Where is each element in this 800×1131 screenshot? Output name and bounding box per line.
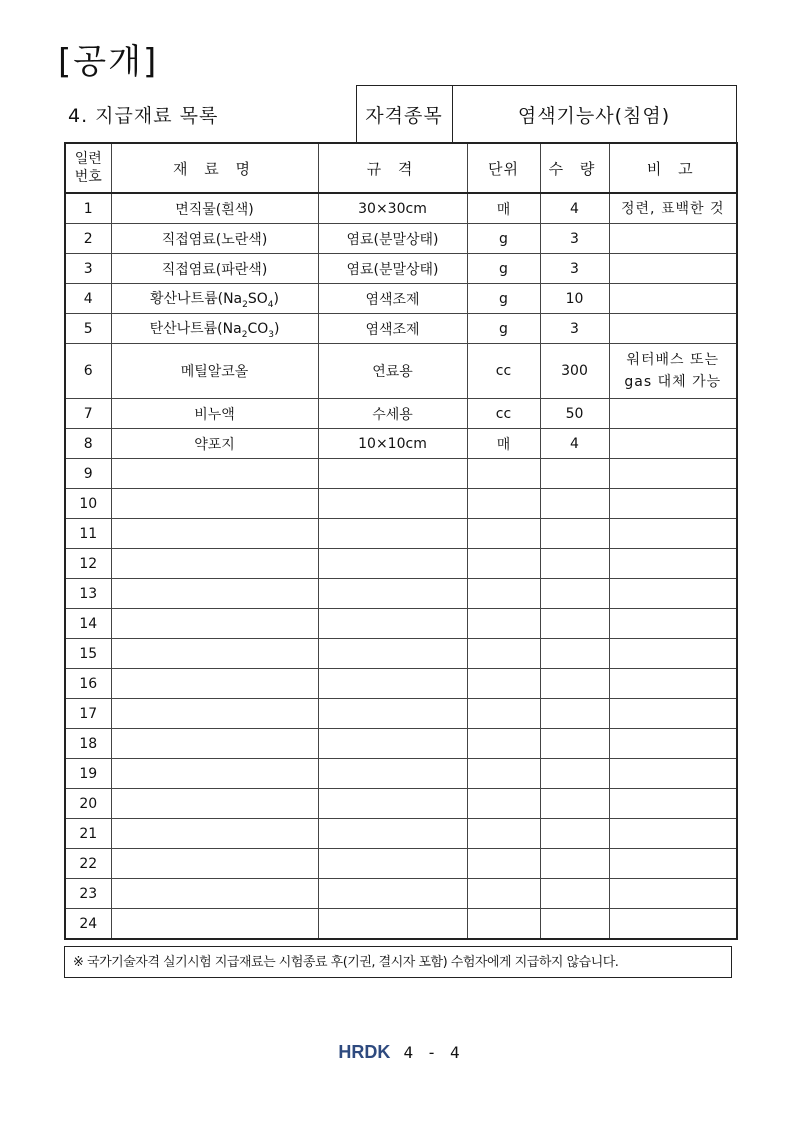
cell-material-name: 직접염료(파란색)	[111, 254, 318, 284]
cell-remark	[609, 849, 737, 879]
qualification-value: 염색기능사(침염)	[452, 86, 736, 144]
cell-serial-no: 20	[65, 789, 111, 819]
cell-spec	[318, 519, 467, 549]
cell-quantity: 4	[540, 193, 609, 224]
materials-table	[64, 142, 738, 940]
cell-remark	[609, 224, 737, 254]
cell-material-name	[111, 819, 318, 849]
cell-unit	[467, 849, 540, 879]
cell-quantity: 3	[540, 314, 609, 344]
cell-serial-no: 7	[65, 399, 111, 429]
cell-unit	[467, 819, 540, 849]
table-row	[65, 819, 737, 849]
cell-unit	[467, 669, 540, 699]
cell-spec	[318, 699, 467, 729]
cell-unit	[467, 909, 540, 940]
table-row	[65, 284, 737, 314]
cell-quantity: 10	[540, 284, 609, 314]
cell-material-name	[111, 699, 318, 729]
header-serial-no: 일련 번호	[65, 143, 111, 193]
cell-serial-no: 1	[65, 193, 111, 224]
cell-material-name	[111, 639, 318, 669]
cell-serial-no: 15	[65, 639, 111, 669]
table-row	[65, 849, 737, 879]
cell-remark	[609, 429, 737, 459]
table-row	[65, 429, 737, 459]
cell-remark	[609, 254, 737, 284]
table-header-row	[65, 143, 737, 193]
cell-quantity	[540, 639, 609, 669]
cell-unit: cc	[467, 399, 540, 429]
table-row	[65, 639, 737, 669]
cell-serial-no: 2	[65, 224, 111, 254]
cell-remark	[609, 639, 737, 669]
cell-material-name: 메틸알코올	[111, 344, 318, 399]
cell-unit	[467, 459, 540, 489]
cell-material-name	[111, 579, 318, 609]
cell-serial-no: 19	[65, 759, 111, 789]
header-unit: 단위	[467, 143, 540, 193]
cell-unit: g	[467, 224, 540, 254]
page-number: 4 - 4	[403, 1043, 462, 1062]
cell-spec	[318, 729, 467, 759]
cell-unit: 매	[467, 429, 540, 459]
cell-serial-no: 8	[65, 429, 111, 459]
cell-unit: g	[467, 314, 540, 344]
cell-spec	[318, 669, 467, 699]
table-row	[65, 399, 737, 429]
hrdk-logo: HRDK	[338, 1042, 391, 1062]
cell-material-name	[111, 489, 318, 519]
table-row	[65, 459, 737, 489]
cell-remark: 정련, 표백한 것	[609, 193, 737, 224]
cell-material-name: 면직물(흰색)	[111, 193, 318, 224]
cell-material-name	[111, 459, 318, 489]
cell-serial-no: 24	[65, 909, 111, 940]
cell-material-name	[111, 519, 318, 549]
cell-serial-no: 3	[65, 254, 111, 284]
cell-serial-no: 16	[65, 669, 111, 699]
cell-material-name	[111, 759, 318, 789]
cell-serial-no: 5	[65, 314, 111, 344]
cell-serial-no: 6	[65, 344, 111, 399]
cell-spec	[318, 909, 467, 940]
cell-spec	[318, 789, 467, 819]
notice-box: ※ 국가기술자격 실기시험 지급재료는 시험종료 후(기권, 결시자 포함) 수험자에게 지급하지 않습니다.	[64, 946, 732, 978]
cell-remark	[609, 459, 737, 489]
cell-quantity: 50	[540, 399, 609, 429]
cell-unit: cc	[467, 344, 540, 399]
cell-spec	[318, 489, 467, 519]
cell-spec: 연료용	[318, 344, 467, 399]
table-row	[65, 314, 737, 344]
header-quantity: 수 량	[540, 143, 609, 193]
cell-unit	[467, 759, 540, 789]
cell-unit	[467, 489, 540, 519]
cell-remark	[609, 699, 737, 729]
cell-spec	[318, 819, 467, 849]
cell-remark: 워터배스 또는 gas 대체 가능	[609, 344, 737, 399]
cell-spec	[318, 609, 467, 639]
header-remark: 비 고	[609, 143, 737, 193]
cell-spec: 10×10cm	[318, 429, 467, 459]
table-row	[65, 193, 737, 224]
cell-unit	[467, 549, 540, 579]
cell-quantity	[540, 579, 609, 609]
cell-quantity	[540, 459, 609, 489]
table-row	[65, 254, 737, 284]
table-row	[65, 609, 737, 639]
cell-material-name	[111, 729, 318, 759]
cell-remark	[609, 759, 737, 789]
cell-unit	[467, 639, 540, 669]
cell-spec	[318, 639, 467, 669]
page-footer	[0, 1042, 800, 1063]
cell-spec: 염료(분말상태)	[318, 224, 467, 254]
cell-serial-no: 9	[65, 459, 111, 489]
cell-quantity	[540, 729, 609, 759]
cell-unit	[467, 879, 540, 909]
cell-material-name: 비누액	[111, 399, 318, 429]
section-title: 4. 지급재료 목록	[64, 86, 356, 144]
cell-spec	[318, 879, 467, 909]
cell-quantity	[540, 819, 609, 849]
cell-material-name: 직접염료(노란색)	[111, 224, 318, 254]
cell-remark	[609, 789, 737, 819]
cell-serial-no: 10	[65, 489, 111, 519]
cell-spec	[318, 759, 467, 789]
cell-material-name	[111, 879, 318, 909]
cell-material-name: 황산나트륨$(Na_2SO_4)$	[111, 284, 318, 314]
cell-spec	[318, 549, 467, 579]
cell-material-name	[111, 789, 318, 819]
public-label: [공개]	[58, 42, 159, 82]
cell-spec	[318, 459, 467, 489]
table-row	[65, 579, 737, 609]
cell-remark	[609, 549, 737, 579]
cell-quantity	[540, 699, 609, 729]
cell-spec: 30×30cm	[318, 193, 467, 224]
cell-quantity: 300	[540, 344, 609, 399]
cell-quantity: 3	[540, 254, 609, 284]
table-row	[65, 549, 737, 579]
table-row	[65, 344, 737, 399]
cell-quantity	[540, 519, 609, 549]
cell-spec: 염료(분말상태)	[318, 254, 467, 284]
cell-quantity	[540, 489, 609, 519]
table-row	[65, 729, 737, 759]
cell-remark	[609, 399, 737, 429]
cell-unit	[467, 789, 540, 819]
cell-remark	[609, 284, 737, 314]
cell-serial-no: 4	[65, 284, 111, 314]
cell-unit	[467, 609, 540, 639]
cell-remark	[609, 879, 737, 909]
cell-remark	[609, 579, 737, 609]
cell-quantity	[540, 759, 609, 789]
table-row	[65, 789, 737, 819]
cell-serial-no: 17	[65, 699, 111, 729]
table-row	[65, 669, 737, 699]
table-row	[65, 759, 737, 789]
cell-remark	[609, 729, 737, 759]
cell-unit	[467, 729, 540, 759]
cell-quantity	[540, 849, 609, 879]
cell-remark	[609, 909, 737, 940]
cell-quantity	[540, 789, 609, 819]
cell-spec: 염색조제	[318, 314, 467, 344]
cell-unit: 매	[467, 193, 540, 224]
cell-unit	[467, 699, 540, 729]
cell-remark	[609, 669, 737, 699]
cell-serial-no: 11	[65, 519, 111, 549]
cell-material-name	[111, 669, 318, 699]
cell-serial-no: 18	[65, 729, 111, 759]
cell-quantity	[540, 909, 609, 940]
header-spec: 규 격	[318, 143, 467, 193]
table-row	[65, 909, 737, 940]
cell-serial-no: 22	[65, 849, 111, 879]
cell-spec: 수세용	[318, 399, 467, 429]
cell-serial-no: 13	[65, 579, 111, 609]
cell-spec	[318, 579, 467, 609]
cell-material-name	[111, 909, 318, 940]
cell-material-name: 약포지	[111, 429, 318, 459]
cell-serial-no: 21	[65, 819, 111, 849]
cell-quantity: 3	[540, 224, 609, 254]
section-header-table	[64, 85, 737, 144]
cell-material-name	[111, 849, 318, 879]
cell-remark	[609, 819, 737, 849]
cell-unit: g	[467, 254, 540, 284]
cell-spec: 염색조제	[318, 284, 467, 314]
header-material-name: 재 료 명	[111, 143, 318, 193]
cell-serial-no: 23	[65, 879, 111, 909]
table-row	[65, 519, 737, 549]
table-row	[65, 879, 737, 909]
cell-unit: g	[467, 284, 540, 314]
cell-serial-no: 12	[65, 549, 111, 579]
cell-spec	[318, 849, 467, 879]
cell-unit	[467, 519, 540, 549]
cell-quantity	[540, 879, 609, 909]
cell-unit	[467, 579, 540, 609]
table-row	[65, 224, 737, 254]
cell-remark	[609, 489, 737, 519]
cell-serial-no: 14	[65, 609, 111, 639]
cell-remark	[609, 314, 737, 344]
cell-material-name	[111, 609, 318, 639]
cell-quantity	[540, 669, 609, 699]
cell-material-name: 탄산나트륨$(Na_2CO_3)$	[111, 314, 318, 344]
cell-quantity	[540, 549, 609, 579]
qualification-label: 자격종목	[356, 86, 452, 144]
table-row	[65, 699, 737, 729]
cell-remark	[609, 609, 737, 639]
cell-quantity	[540, 609, 609, 639]
table-row	[65, 489, 737, 519]
cell-quantity: 4	[540, 429, 609, 459]
cell-material-name	[111, 549, 318, 579]
cell-remark	[609, 519, 737, 549]
